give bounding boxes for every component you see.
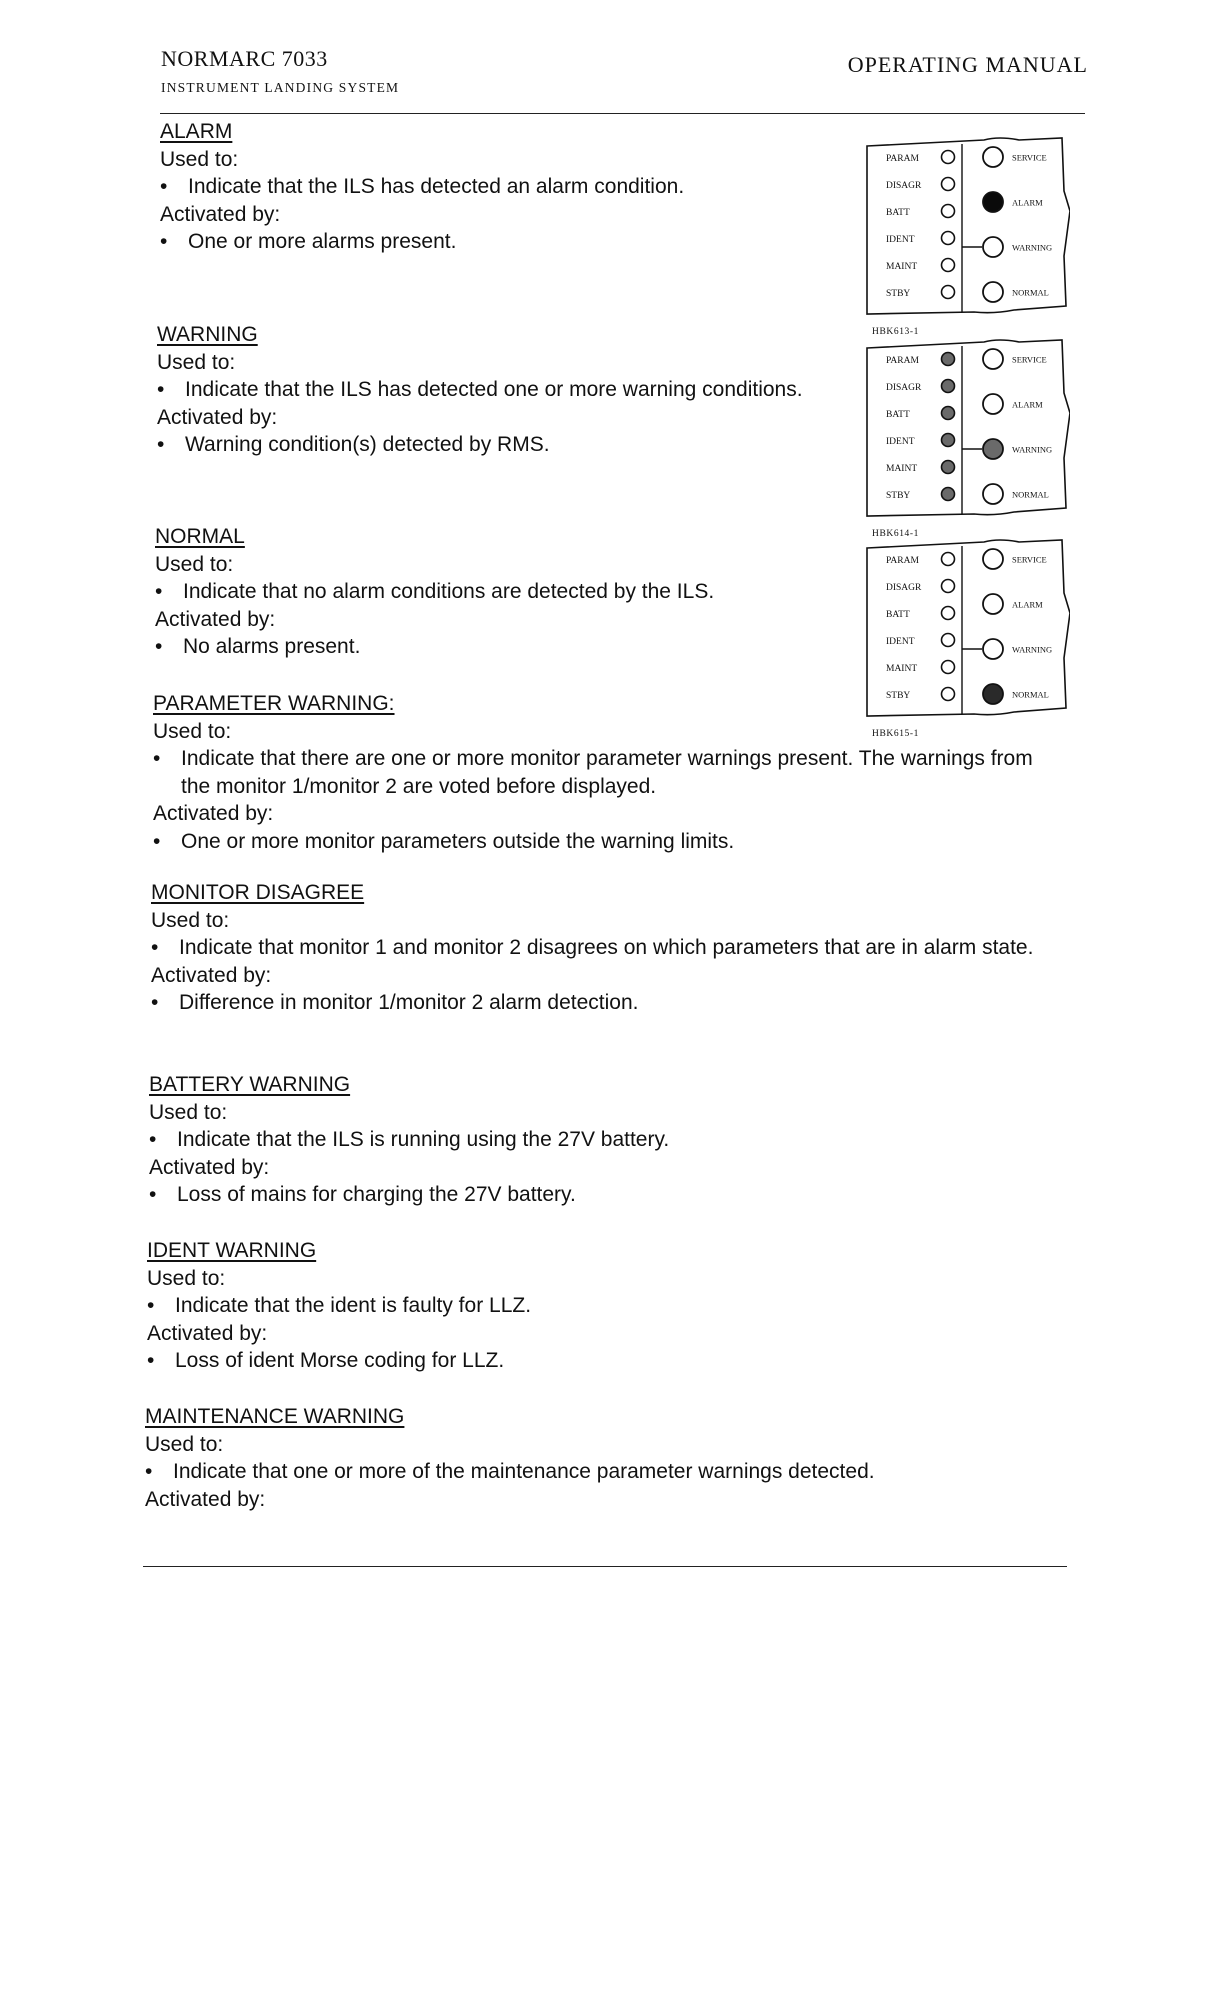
figure-caption: HBK614-1 [872,529,920,539]
header-divider [160,113,1085,114]
led-label-stby: STBY [886,491,911,501]
led-indicator-batt [942,407,955,420]
manual-title: NORMARC 7033 [161,46,328,71]
activated-by-item: • Loss of ident Morse coding for LLZ. [147,1347,1047,1375]
led-indicator-alarm [983,192,1003,212]
led-indicator-service [983,549,1003,569]
bullet-icon: • [160,230,168,253]
led-label-batt: BATT [886,610,910,620]
led-panel-svg [864,338,1070,528]
section-heading: NORMAL [155,525,245,548]
led-label-warning: WARNING [1012,644,1053,655]
bullet-icon: • [157,378,165,401]
used-to-label: Used to: [147,1266,226,1290]
bullet-icon: • [149,1183,157,1206]
led-indicator-param [942,553,955,566]
activated-by-label: Activated by: [155,607,276,631]
bullet-icon: • [153,747,161,770]
led-indicator-ident [942,634,955,647]
used-to-label: Used to: [157,350,236,374]
led-indicator-param [942,353,955,366]
section-warning [157,321,857,459]
activated-by-label: Activated by: [160,202,281,226]
led-indicator-alarm [983,394,1003,414]
activated-by-item: • No alarms present. [155,633,775,661]
used-to-item: • Indicate that the ILS has detected one or more warning conditions. [157,376,857,404]
led-label-normal: NORMAL [1012,489,1049,500]
bullet-icon: • [149,1128,157,1151]
led-indicator-warning [983,439,1003,459]
led-indicator-normal [983,684,1003,704]
led-indicator-batt [942,607,955,620]
section-heading: IDENT WARNING [147,1239,317,1262]
led-label-service: SERVICE [1012,152,1047,163]
led-label-param: PARAM [886,154,919,164]
bullet-icon: • [160,175,168,198]
section-heading: WARNING [157,323,258,346]
led-label-alarm: ALARM [1012,197,1043,208]
led-panel-svg [864,538,1070,728]
led-panel-figure [864,338,1070,539]
used-to-item: • Indicate that no alarm conditions are detected by the ILS. [155,578,775,606]
led-indicator-ident [942,232,955,245]
led-panel-svg [864,136,1070,326]
activated-by-item: • Loss of mains for charging the 27V battery. [149,1181,1049,1209]
led-indicator-param [942,151,955,164]
document-header [161,46,399,96]
activated-by-label: Activated by: [147,1321,268,1345]
manual-subtitle: INSTRUMENT LANDING SYSTEM [161,80,400,95]
led-label-service: SERVICE [1012,554,1047,565]
section-heading: ALARM [160,120,233,143]
led-indicator-service [983,147,1003,167]
section-heading: MONITOR DISAGREE [151,881,365,904]
led-indicator-warning [983,237,1003,257]
led-indicator-normal [983,484,1003,504]
led-label-ident: IDENT [886,637,915,647]
led-indicator-maint [942,461,955,474]
led-label-service: SERVICE [1012,354,1047,365]
led-indicator-maint [942,661,955,674]
led-indicator-stby [942,286,955,299]
led-label-disagr: DISAGR [886,383,922,393]
used-to-label: Used to: [149,1100,228,1124]
section-heading: MAINTENANCE WARNING [145,1405,405,1428]
led-label-disagr: DISAGR [886,583,922,593]
led-label-disagr: DISAGR [886,181,922,191]
section-heading: BATTERY WARNING [149,1073,351,1096]
led-label-param: PARAM [886,356,919,366]
led-label-maint: MAINT [886,262,918,272]
activated-by-item: • Warning condition(s) detected by RMS. [157,431,857,459]
led-indicator-warning [983,639,1003,659]
bullet-icon: • [155,635,163,658]
led-indicator-normal [983,282,1003,302]
led-indicator-disagr [942,178,955,191]
led-label-param: PARAM [886,556,919,566]
manual-type: OPERATING MANUAL [847,52,1088,77]
led-indicator-service [983,349,1003,369]
led-panel-figure [864,538,1070,739]
section-monitor-disagree [151,879,1051,1017]
section-maintenance-warning [145,1403,1045,1513]
section-battery-warning [149,1071,1049,1209]
activated-by-label: Activated by: [145,1487,266,1511]
bullet-icon: • [145,1460,153,1483]
led-label-ident: IDENT [886,437,915,447]
led-indicator-stby [942,488,955,501]
figure-caption: HBK615-1 [872,729,920,739]
section-normal [155,523,775,661]
led-label-stby: STBY [886,289,911,299]
bullet-icon: • [151,991,159,1014]
bullet-icon: • [151,936,159,959]
led-label-batt: BATT [886,410,910,420]
activated-by-label: Activated by: [157,405,278,429]
bullet-icon: • [157,433,165,456]
led-label-batt: BATT [886,208,910,218]
used-to-label: Used to: [153,719,232,743]
used-to-item: • Indicate that the ILS has detected an alarm condition. [160,173,720,201]
used-to-label: Used to: [160,147,239,171]
bullet-icon: • [147,1349,155,1372]
led-indicator-ident [942,434,955,447]
used-to-item: • Indicate that the ILS is running using the 27V battery. [149,1126,1049,1154]
used-to-label: Used to: [145,1432,224,1456]
led-indicator-batt [942,205,955,218]
activated-by-label: Activated by: [151,963,272,987]
led-label-maint: MAINT [886,664,918,674]
led-label-stby: STBY [886,691,911,701]
bullet-icon: • [155,580,163,603]
led-label-maint: MAINT [886,464,918,474]
used-to-item: • Indicate that one or more of the maintenance parameter warnings detected. [145,1458,1045,1486]
led-panel-figure [864,136,1070,337]
led-label-ident: IDENT [886,235,915,245]
used-to-item: • Indicate that the ident is faulty for LLZ. [147,1292,1047,1320]
bullet-icon: • [153,829,161,853]
led-label-warning: WARNING [1012,242,1053,253]
activated-by-item: • One or more monitor parameters outside the warning limits. [153,828,1033,856]
led-indicator-disagr [942,380,955,393]
led-label-warning: WARNING [1012,444,1053,455]
footer-divider [143,1566,1067,1567]
activated-by-item: • Difference in monitor 1/monitor 2 alarm detection. [151,989,1051,1017]
led-label-alarm: ALARM [1012,599,1043,610]
used-to-label: Used to: [151,908,230,932]
led-label-normal: NORMAL [1012,287,1049,298]
figure-caption: HBK613-1 [872,327,920,337]
section-ident-warning [147,1237,1047,1375]
section-heading: PARAMETER WARNING: [153,692,395,715]
led-indicator-alarm [983,594,1003,614]
bullet-icon: • [147,1294,155,1317]
used-to-label: Used to: [155,552,234,576]
led-indicator-stby [942,688,955,701]
led-indicator-maint [942,259,955,272]
led-label-normal: NORMAL [1012,689,1049,700]
activated-by-label: Activated by: [149,1155,270,1179]
led-indicator-disagr [942,580,955,593]
activated-by-item: • One or more alarms present. [160,228,720,256]
used-to-item: • Indicate that monitor 1 and monitor 2 disagrees on which parameters that are in alarm state. [151,934,1051,962]
section-alarm [160,118,720,256]
activated-by-label: Activated by: [153,802,274,825]
led-label-alarm: ALARM [1012,399,1043,410]
used-to-item: • Indicate that there are one or more monitor parameter warnings present. The warnings from the monitor 1/monitor 2 are voted before displayed. [153,747,1033,798]
